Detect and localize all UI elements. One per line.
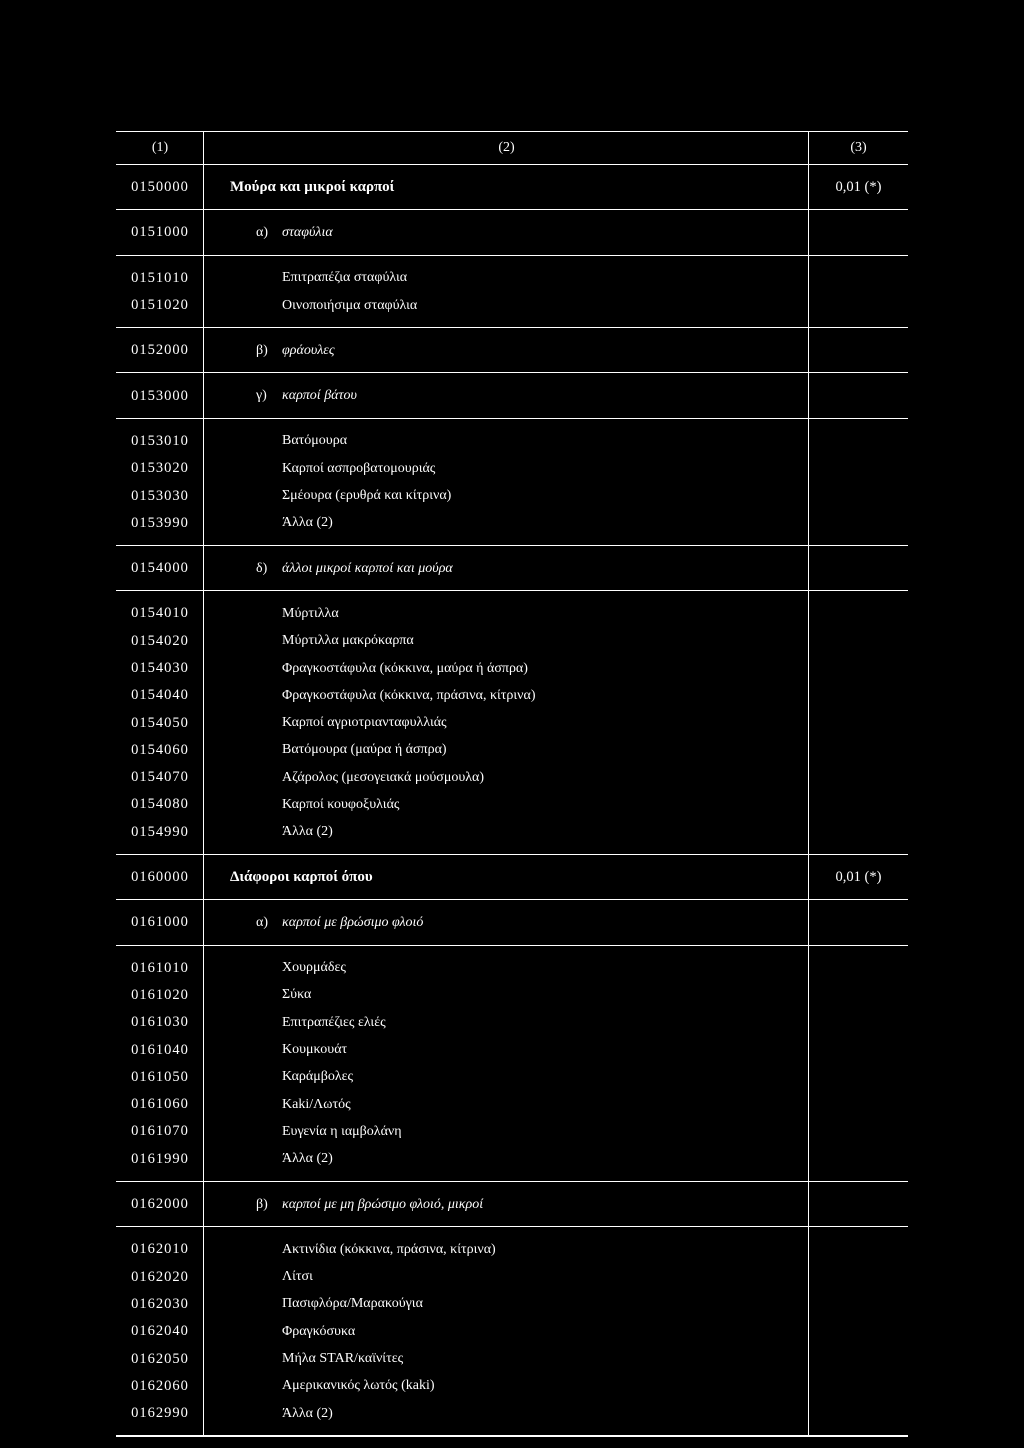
table-row xyxy=(116,864,908,891)
row-group xyxy=(116,855,908,900)
product-name: Αμερικανικός λωτός (kaki) xyxy=(282,1378,435,1394)
subcategory-label: γ) xyxy=(256,388,267,404)
row-group xyxy=(116,165,908,210)
row-group xyxy=(116,373,908,418)
product-code: 0161990 xyxy=(131,1150,189,1167)
product-name: Οινοποιήσιμα σταφύλια xyxy=(282,297,418,313)
product-name: Ευγενία η ιαμβολάνη xyxy=(282,1123,402,1139)
table-row xyxy=(116,1064,908,1091)
product-code: 0161020 xyxy=(131,986,189,1003)
product-name: Αζάρολος (μεσογειακά μούσμουλα) xyxy=(282,769,485,785)
product-code: 0162050 xyxy=(131,1350,189,1367)
product-code: 0154050 xyxy=(131,714,189,731)
product-code: 0160000 xyxy=(131,869,189,886)
table-row xyxy=(116,655,908,682)
product-code: 0154040 xyxy=(131,687,189,704)
table-row xyxy=(116,265,908,292)
product-name: Χουρμάδες xyxy=(282,960,346,976)
product-code: 0153010 xyxy=(131,432,189,449)
product-code: 0150000 xyxy=(131,179,189,196)
product-code: 0154990 xyxy=(131,823,189,840)
table-row xyxy=(116,1236,908,1263)
product-code: 0162000 xyxy=(131,1196,189,1213)
table-row xyxy=(116,955,908,982)
table-row xyxy=(116,1373,908,1400)
table-row xyxy=(116,709,908,736)
product-code: 0154080 xyxy=(131,796,189,813)
table-row xyxy=(116,1009,908,1036)
table-row xyxy=(116,1400,908,1427)
table-row xyxy=(116,337,908,364)
subcategory-text: σταφύλια xyxy=(282,224,333,240)
table-row xyxy=(116,682,908,709)
product-name: Σμέουρα (ερυθρά και κίτρινα) xyxy=(282,488,452,504)
table-row xyxy=(116,482,908,509)
product-code: 0151020 xyxy=(131,297,189,314)
row-group xyxy=(116,591,908,855)
subcategory-text: καρποί με μη βρώσιμο φλοιό, μικροί xyxy=(282,1196,484,1212)
product-code: 0154070 xyxy=(131,769,189,786)
table-row xyxy=(116,455,908,482)
product-name: Kaki/Λωτός xyxy=(282,1096,351,1112)
product-name: Μύρτιλλα xyxy=(282,605,339,621)
product-code: 0162060 xyxy=(131,1377,189,1394)
product-name: Φραγκόσυκα xyxy=(282,1323,356,1339)
product-name: Άλλα (2) xyxy=(282,824,333,840)
subcategory-text: φράουλες xyxy=(282,342,335,358)
table-row xyxy=(116,1264,908,1291)
header-col-1: (1) xyxy=(151,140,169,155)
product-code: 0161000 xyxy=(131,914,189,931)
table-row xyxy=(116,174,908,201)
product-name: Καρποί κουφοξυλιάς xyxy=(282,796,400,812)
product-name: Σύκα xyxy=(282,987,312,1003)
residue-table xyxy=(116,131,908,1437)
table-row xyxy=(116,909,908,936)
row-group xyxy=(116,546,908,591)
table-row xyxy=(116,1091,908,1118)
product-code: 0151010 xyxy=(131,269,189,286)
table-row xyxy=(116,737,908,764)
product-code: 0154010 xyxy=(131,605,189,622)
mrl-value: 0,01 (*) xyxy=(835,869,882,886)
product-name: Φραγκοστάφυλα (κόκκινα, μαύρα ή άσπρα) xyxy=(282,660,528,676)
product-name: Μύρτιλλα μακρόκαρπα xyxy=(282,633,414,649)
product-code: 0154020 xyxy=(131,632,189,649)
row-group xyxy=(116,946,908,1182)
row-group xyxy=(116,328,908,373)
row-group xyxy=(116,900,908,945)
product-code: 0162010 xyxy=(131,1241,189,1258)
product-code: 0161050 xyxy=(131,1068,189,1085)
table-row xyxy=(116,428,908,455)
product-name: Ακτινίδια (κόκκινα, πράσινα, κίτρινα) xyxy=(282,1241,496,1257)
product-code: 0161030 xyxy=(131,1014,189,1031)
product-code: 0161060 xyxy=(131,1096,189,1113)
table-row xyxy=(116,1345,908,1372)
subcategory-label: α) xyxy=(256,224,268,240)
product-name: Μήλα STAR/καϊνίτες xyxy=(282,1351,404,1367)
subcategory-text: άλλοι μικροί καρποί και μούρα xyxy=(282,560,453,576)
row-group xyxy=(116,419,908,546)
product-code: 0162990 xyxy=(131,1405,189,1422)
subcategory-name xyxy=(204,915,809,931)
table-row xyxy=(116,219,908,246)
column-divider xyxy=(203,132,204,1435)
product-name: Βατόμουρα (μαύρα ή άσπρα) xyxy=(282,742,447,758)
product-name: Πασιφλόρα/Μαρακούγια xyxy=(282,1296,423,1312)
table-row xyxy=(116,382,908,409)
product-code: 0153000 xyxy=(131,387,189,404)
table-row xyxy=(116,982,908,1009)
product-code: 0153030 xyxy=(131,487,189,504)
header-col-3: (3) xyxy=(850,140,867,155)
product-name: Επιτραπέζιες ελιές xyxy=(282,1014,386,1030)
table-row xyxy=(116,510,908,537)
column-divider xyxy=(808,132,809,1435)
table-body xyxy=(116,165,908,1435)
category-name: Μούρα και μικροί καρποί xyxy=(230,179,395,196)
subcategory-name xyxy=(204,225,809,241)
table-row xyxy=(116,1118,908,1145)
table-header xyxy=(116,132,908,165)
product-code: 0162040 xyxy=(131,1323,189,1340)
table-row xyxy=(116,1146,908,1173)
product-name: Κουμκουάτ xyxy=(282,1042,348,1058)
product-name: Επιτραπέζια σταφύλια xyxy=(282,270,408,286)
header-col-2: (2) xyxy=(498,140,515,155)
subcategory-label: β) xyxy=(256,342,268,358)
product-name: Άλλα (2) xyxy=(282,515,333,531)
subcategory-text: καρποί με βρώσιμο φλοιό xyxy=(282,914,424,930)
product-name: Άλλα (2) xyxy=(282,1405,333,1421)
product-code: 0162030 xyxy=(131,1295,189,1312)
subcategory-name xyxy=(204,1197,809,1213)
table-row xyxy=(116,628,908,655)
product-code: 0154000 xyxy=(131,560,189,577)
subcategory-text: καρποί βάτου xyxy=(282,388,357,404)
product-code: 0161010 xyxy=(131,959,189,976)
row-group xyxy=(116,210,908,255)
subcategory-label: β) xyxy=(256,1196,268,1212)
category-name: Διάφοροι καρποί όπου xyxy=(230,869,373,886)
product-code: 0154030 xyxy=(131,660,189,676)
subcategory-name xyxy=(204,561,809,577)
product-code: 0153990 xyxy=(131,514,189,531)
mrl-value: 0,01 (*) xyxy=(835,179,882,196)
product-code: 0151000 xyxy=(131,224,189,241)
row-group xyxy=(116,1227,908,1435)
row-group xyxy=(116,1182,908,1227)
table-row xyxy=(116,1291,908,1318)
table-row xyxy=(116,764,908,791)
subcategory-label: δ) xyxy=(256,560,268,576)
product-code: 0153020 xyxy=(131,460,189,477)
table-row xyxy=(116,555,908,582)
product-code: 0152000 xyxy=(131,342,189,359)
table-row xyxy=(116,1036,908,1063)
product-name: Καράμβολες xyxy=(282,1069,354,1085)
product-name: Άλλα (2) xyxy=(282,1151,333,1167)
product-name: Λίτσι xyxy=(282,1269,313,1285)
product-code: 0154060 xyxy=(131,741,189,758)
product-code: 0162020 xyxy=(131,1268,189,1285)
product-name: Βατόμουρα xyxy=(282,433,348,449)
product-code: 0161070 xyxy=(131,1123,189,1140)
product-code: 0161040 xyxy=(131,1041,189,1058)
table-row xyxy=(116,292,908,319)
product-name: Καρποί ασπροβατομουριάς xyxy=(282,460,436,476)
table-row xyxy=(116,819,908,846)
table-row xyxy=(116,1191,908,1218)
subcategory-name xyxy=(204,343,809,359)
product-name: Καρποί αγριοτριανταφυλλιάς xyxy=(282,715,447,731)
product-name: Φραγκοστάφυλα (κόκκινα, πράσινα, κίτρινα) xyxy=(282,687,536,703)
row-group xyxy=(116,256,908,329)
table-row xyxy=(116,791,908,818)
subcategory-label: α) xyxy=(256,914,268,930)
table-row xyxy=(116,600,908,627)
table-row xyxy=(116,1318,908,1345)
subcategory-name xyxy=(204,388,809,404)
